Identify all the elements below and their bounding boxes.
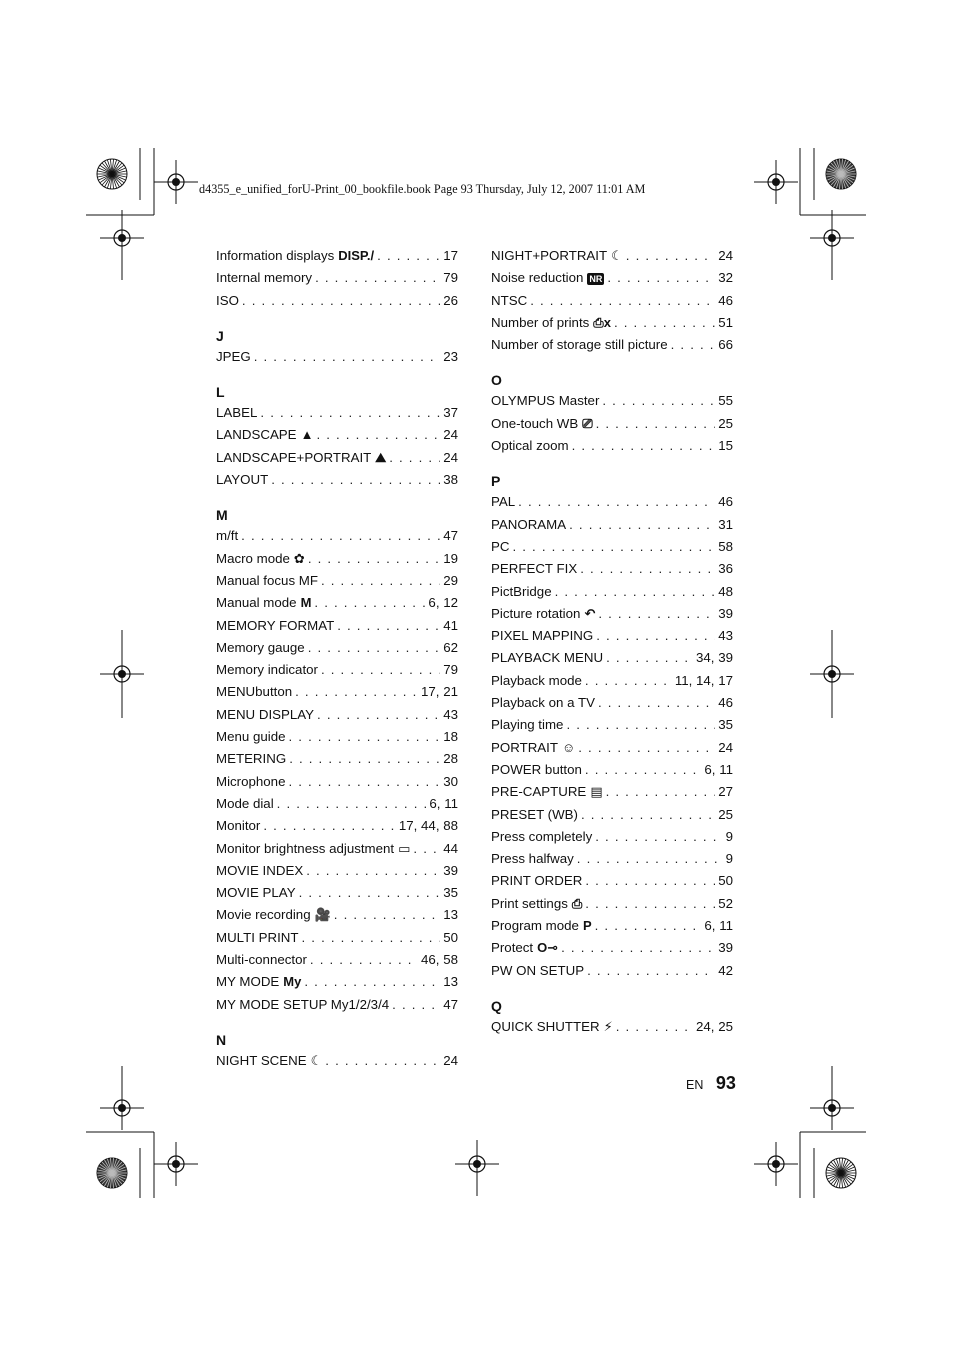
dot-leader (295, 681, 418, 703)
dot-leader (315, 267, 440, 289)
page-reference: 6, 11 (429, 795, 458, 811)
dot-leader (595, 915, 702, 937)
index-entry (216, 290, 458, 312)
dot-leader (314, 592, 425, 614)
index-term: MEMORY FORMAT (216, 617, 335, 633)
page-reference: 37 (443, 405, 458, 421)
dot-leader (606, 647, 693, 669)
dot-leader (616, 1016, 693, 1038)
landscape-icon: ▲ (300, 427, 314, 443)
index-entry (216, 927, 458, 949)
page-reference: 30 (443, 773, 458, 789)
index-term: LANDSCAPE (216, 427, 297, 443)
index-term: NIGHT+PORTRAIT (491, 248, 608, 263)
page-reference: 15 (718, 438, 733, 454)
index-entry (491, 893, 733, 915)
language-code: EN (686, 1078, 704, 1092)
dot-leader (310, 949, 418, 971)
dot-leader (308, 637, 441, 659)
index-term: PRESET (WB) (491, 806, 578, 822)
manual-mode-icon: M (300, 595, 312, 611)
page-number: 93 (715, 1073, 736, 1093)
page-reference: 17, 21 (421, 684, 458, 700)
index-entry (491, 334, 733, 356)
dot-leader (596, 625, 715, 647)
index-term: PAL (491, 494, 516, 510)
dot-leader (392, 994, 440, 1016)
dot-leader (561, 937, 715, 959)
index-term: Press halfway (491, 851, 574, 867)
page-reference: 25 (718, 415, 733, 431)
index-term: LANDSCAPE+PORTRAIT (216, 449, 372, 465)
index-entry (491, 245, 733, 267)
index-entry (491, 915, 733, 937)
index-term: NTSC (491, 292, 528, 308)
section-letter-q: Q (491, 997, 502, 1014)
index-entry (491, 670, 733, 692)
noise-reduction-icon (587, 267, 604, 289)
page-reference: 58 (718, 538, 733, 554)
index-term: LAYOUT (216, 472, 269, 488)
index-entry (491, 435, 733, 457)
index-term: Manual focus MF (216, 572, 318, 588)
dot-leader (321, 659, 440, 681)
dot-leader (572, 435, 716, 457)
dot-leader (585, 670, 672, 692)
dot-leader (308, 548, 440, 570)
dot-leader (580, 558, 715, 580)
page-reference: 35 (443, 885, 458, 901)
dot-leader (578, 737, 715, 759)
dot-leader (302, 927, 441, 949)
index-term: MOVIE INDEX (216, 862, 304, 878)
page-reference: 50 (443, 929, 458, 945)
my-mode-icon: My (283, 974, 302, 990)
page-reference: 55 (718, 393, 733, 409)
page-reference: 42 (718, 962, 733, 978)
index-term: MENUbutton (216, 684, 293, 700)
index-entry (491, 647, 733, 669)
index-entry (216, 570, 458, 592)
page-reference: 36 (718, 561, 733, 577)
index-term: LABEL (216, 405, 258, 421)
index-term: PORTRAIT (491, 739, 558, 755)
page-reference: 50 (718, 873, 733, 889)
dot-leader (598, 692, 715, 714)
index-entry (216, 681, 458, 703)
page-reference: 17 (443, 248, 458, 263)
index-term: PC (491, 538, 510, 554)
index-term: Manual mode (216, 595, 297, 611)
page-reference: 25 (718, 806, 733, 822)
index-term: Number of storage still picture (491, 337, 668, 353)
portrait-icon: ☺ (561, 739, 576, 755)
index-term: Program mode (491, 918, 579, 934)
index-term: Optical zoom (491, 438, 569, 454)
index-entry (216, 525, 458, 547)
index-entry (216, 424, 458, 446)
index-entry (491, 692, 733, 714)
page-reference: 47 (443, 528, 458, 544)
index-entry (216, 704, 458, 726)
dot-leader (389, 447, 440, 469)
dot-leader (595, 826, 722, 848)
index-entry (491, 804, 733, 826)
page-reference: 13 (443, 907, 458, 923)
index-term: Playback on a TV (491, 695, 595, 711)
index-entry (216, 469, 458, 491)
registration-starburst (826, 1158, 856, 1188)
dot-leader (587, 960, 715, 982)
print-count-icon: ⎙x (593, 314, 611, 330)
page-reference: 34, 39 (696, 650, 733, 666)
index-term: Multi-connector (216, 952, 307, 968)
index-term: Menu guide (216, 729, 286, 745)
index-term: Press completely (491, 828, 593, 844)
page-reference: 51 (718, 314, 733, 330)
page-reference: 6, 12 (428, 595, 458, 611)
quick-shutter-icon: ⚡ (603, 1018, 613, 1034)
index-entry (491, 413, 733, 435)
index-term: Number of prints (491, 314, 590, 330)
index-column-right (491, 245, 733, 1038)
index-entry (491, 312, 733, 334)
registration-starburst (97, 159, 127, 189)
dot-leader (254, 346, 440, 368)
index-term: PERFECT FIX (491, 561, 578, 577)
dot-leader (585, 759, 702, 781)
page-reference: 79 (443, 662, 458, 678)
page-reference: 43 (718, 628, 733, 644)
index-term: Internal memory (216, 270, 313, 286)
dot-leader (263, 815, 396, 837)
page-reference: 31 (718, 516, 733, 532)
page-reference: 29 (443, 572, 458, 588)
page-reference: 48 (718, 583, 733, 599)
index-term: MY MODE SETUP My1/2/3/4 (216, 996, 390, 1012)
page-reference: 27 (718, 784, 733, 800)
dot-leader (569, 514, 715, 536)
index-entry (491, 714, 733, 736)
program-mode-icon: P (582, 918, 592, 934)
index-term: PANORAMA (491, 516, 567, 532)
page-reference: 52 (718, 895, 733, 911)
index-term: MENU DISPLAY (216, 706, 315, 722)
index-entry (216, 592, 458, 614)
index-entry (216, 245, 458, 267)
movie-camera-icon: 🎥 (314, 907, 331, 923)
index-entry (216, 994, 458, 1016)
dot-leader (614, 312, 715, 334)
index-entry (216, 1050, 458, 1072)
dot-leader (606, 781, 716, 803)
index-entry (216, 615, 458, 637)
page-reference: 24 (718, 248, 733, 263)
one-touch-wb-icon: ⎚ (582, 415, 593, 431)
dot-leader (512, 536, 715, 558)
index-entry (216, 815, 458, 837)
page-reference: 24 (718, 739, 733, 755)
index-term: Mode dial (216, 795, 274, 811)
index-term: Macro mode (216, 550, 290, 566)
index-term: Movie recording (216, 907, 311, 923)
dot-leader (306, 860, 440, 882)
dot-leader (530, 290, 715, 312)
section-letter-j: J (216, 327, 224, 344)
index-term: NIGHT SCENE (216, 1052, 307, 1068)
icon-label: NR (589, 274, 603, 285)
index-entry (216, 659, 458, 681)
index-term: Noise reduction (491, 270, 584, 286)
page-reference: 23 (443, 348, 458, 364)
dot-leader (607, 267, 715, 289)
page-reference: 11, 14, 17 (674, 672, 733, 688)
index-term: Protect (491, 940, 534, 956)
index-entry (216, 447, 458, 469)
index-entry (216, 904, 458, 926)
dot-leader (413, 838, 440, 860)
index-term: Memory gauge (216, 639, 305, 655)
index-term: POWER button (491, 761, 582, 777)
dot-leader (288, 771, 440, 793)
index-column-left (216, 245, 458, 1072)
dot-leader (577, 848, 723, 870)
index-term: Microphone (216, 773, 286, 789)
index-entry (216, 971, 458, 993)
index-term: ISO (216, 292, 239, 308)
index-term: Monitor (216, 818, 261, 834)
index-term: Playback mode (491, 672, 582, 688)
section-letter-p: P (491, 473, 501, 490)
index-entry (216, 838, 458, 860)
dot-leader (289, 726, 441, 748)
page-reference: 24 (443, 1052, 458, 1068)
page-footer (686, 1073, 736, 1094)
index-term: METERING (216, 751, 287, 767)
dot-leader (598, 603, 715, 625)
page-reference: 19 (443, 550, 458, 566)
index-entry (491, 514, 733, 536)
page-reference: 28 (443, 751, 458, 767)
page-reference: 24, 25 (696, 1018, 733, 1034)
index-entry (491, 737, 733, 759)
page-reference: 38 (443, 472, 458, 488)
index-term: QUICK SHUTTER (491, 1018, 600, 1034)
index-term: m/ft (216, 528, 239, 544)
section-letter-n: N (216, 1031, 227, 1048)
index-entry (491, 491, 733, 513)
dot-leader (602, 390, 715, 412)
dot-leader (321, 570, 440, 592)
page-reference: 44 (443, 840, 458, 856)
index-entry (491, 267, 733, 289)
index-term: MULTI PRINT (216, 929, 299, 945)
dot-leader (555, 581, 716, 603)
page-reference: 17, 44, 88 (398, 818, 458, 834)
page-reference: 24 (443, 449, 458, 465)
index-term: PictBridge (491, 583, 552, 599)
index-entry (491, 781, 733, 803)
index-entry (491, 581, 733, 603)
index-term: One-touch WB (491, 415, 579, 431)
section-letter-m: M (216, 507, 228, 524)
index-entry (491, 870, 733, 892)
index-entry (216, 402, 458, 424)
section-letter-l: L (216, 384, 225, 401)
index-entry (491, 826, 733, 848)
index-term: PRINT ORDER (491, 873, 583, 889)
index-term: Monitor brightness adjustment (216, 840, 395, 856)
dot-leader (299, 882, 441, 904)
night-portrait-icon: ☾ (611, 248, 623, 263)
dot-leader (325, 1050, 440, 1072)
monitor-brightness-icon: ▭ (398, 840, 411, 856)
page-reference: 9 (725, 828, 733, 844)
section-letter-o: O (491, 372, 502, 389)
dot-leader (304, 971, 440, 993)
index-term: PRE-CAPTURE (491, 784, 587, 800)
dot-leader (260, 402, 440, 424)
rotation-icon: ↶ (584, 605, 596, 621)
index-entry (491, 290, 733, 312)
dot-leader (271, 469, 440, 491)
index-entry (216, 346, 458, 368)
page-reference: 39 (443, 862, 458, 878)
page-reference: 6, 11 (704, 761, 733, 777)
page-reference: 39 (718, 605, 733, 621)
index-entry (491, 848, 733, 870)
page-reference: 43 (443, 706, 458, 722)
index-term: MOVIE PLAY (216, 885, 296, 901)
page-reference: 46, 58 (421, 952, 458, 968)
page-reference: 13 (443, 974, 458, 990)
macro-flower-icon: ✿ (293, 550, 305, 566)
index-entry (216, 267, 458, 289)
index-entry (216, 726, 458, 748)
index-term: Picture rotation (491, 605, 581, 621)
page-reference: 47 (443, 996, 458, 1012)
page-reference: 32 (718, 270, 733, 286)
index-term: OLYMPUS Master (491, 393, 600, 409)
dot-leader (581, 804, 715, 826)
index-term: PLAYBACK MENU (491, 650, 604, 666)
print-icon: ⎙ (571, 895, 583, 911)
dot-leader (317, 704, 440, 726)
index-entry (491, 536, 733, 558)
night-scene-icon: ☾ (310, 1052, 323, 1068)
index-term: PIXEL MAPPING (491, 628, 594, 644)
disp-help-icon: DISP./ (338, 248, 375, 263)
index-entry (491, 603, 733, 625)
page-reference: 41 (443, 617, 458, 633)
page-reference: 26 (443, 292, 458, 308)
index-entry (216, 637, 458, 659)
index-term: Playing time (491, 717, 564, 733)
index-entry (216, 949, 458, 971)
registration-starburst (826, 159, 856, 189)
page-reference: 46 (718, 292, 733, 308)
index-entry (491, 390, 733, 412)
dot-leader (377, 245, 440, 267)
index-term: PW ON SETUP (491, 962, 585, 978)
index-entry (216, 771, 458, 793)
dot-leader (334, 904, 440, 926)
dot-leader (566, 714, 715, 736)
index-term: Print settings (491, 895, 568, 911)
dot-leader (289, 748, 440, 770)
page-reference: 6, 11 (704, 918, 733, 934)
index-entry (216, 882, 458, 904)
index-term: Memory indicator (216, 662, 318, 678)
dot-leader (596, 413, 716, 435)
index-entry (216, 793, 458, 815)
page-reference: 18 (443, 729, 458, 745)
dot-leader (242, 290, 440, 312)
dot-leader (316, 424, 440, 446)
page-reference: 46 (718, 494, 733, 510)
index-term: Information displays (216, 248, 335, 263)
index-entry (491, 759, 733, 781)
landscape-portrait-icon: ⛰ (375, 449, 387, 465)
page-reference: 66 (718, 337, 733, 353)
index-entry (216, 548, 458, 570)
index-entry (491, 937, 733, 959)
print-header: d4355_e_unified_forU-Print_00_bookfile.book Page 93 Thursday, July 12, 2007 11:01 AM (199, 182, 646, 196)
page-reference: 79 (443, 270, 458, 286)
index-entry (491, 625, 733, 647)
page-reference: 62 (443, 639, 458, 655)
registration-starburst (97, 1158, 127, 1188)
page-reference: 39 (718, 940, 733, 956)
index-entry (491, 960, 733, 982)
index-entry (216, 860, 458, 882)
dot-leader (585, 893, 715, 915)
page-reference: 35 (718, 717, 733, 733)
dot-leader (277, 793, 427, 815)
pre-capture-icon: ▤ (590, 784, 603, 800)
index-entry (491, 558, 733, 580)
index-entry (216, 748, 458, 770)
page-reference: 9 (725, 851, 733, 867)
index-entry (491, 1016, 733, 1038)
dot-leader (518, 491, 715, 513)
dot-leader (626, 245, 715, 267)
key-icon: O⊸ (537, 940, 559, 956)
index-term: JPEG (216, 348, 251, 364)
index-term: MY MODE (216, 974, 280, 990)
dot-leader (671, 334, 716, 356)
dot-leader (241, 525, 440, 547)
dot-leader (337, 615, 440, 637)
dot-leader (585, 870, 715, 892)
page-reference: 24 (443, 427, 458, 443)
page-reference: 46 (718, 695, 733, 711)
